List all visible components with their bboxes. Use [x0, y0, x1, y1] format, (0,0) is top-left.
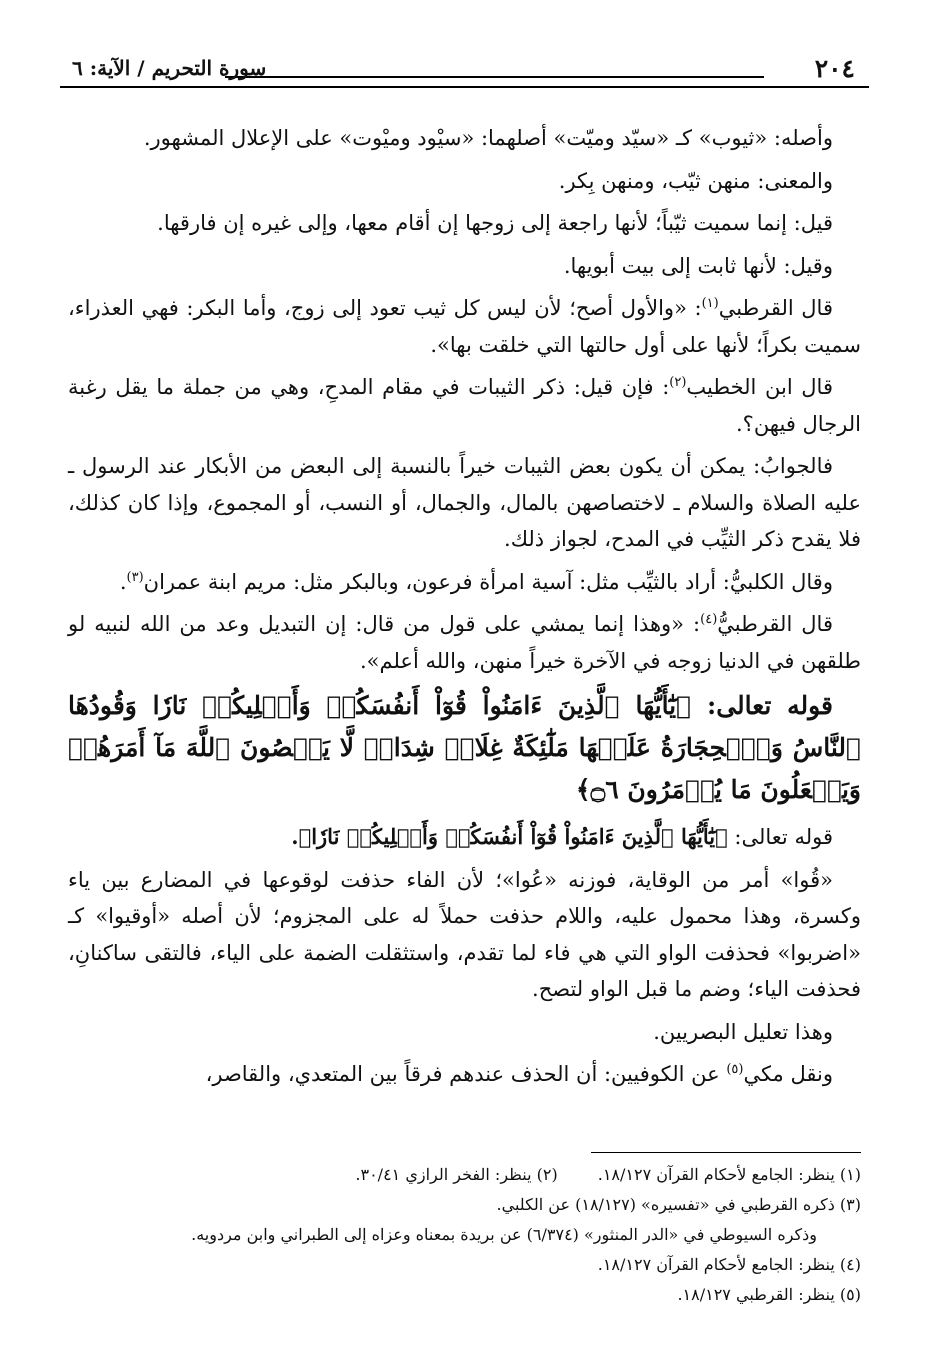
footnote-ref: (٢)	[669, 375, 687, 390]
paragraph	[68, 606, 861, 679]
quran-verse	[68, 685, 861, 811]
paragraph: والمعنى: منهن ثيّب، ومنهن بِكر.	[558, 168, 833, 193]
paragraph: قيل: إنما سميت ثيّباً؛ لأنها راجعة إلى زوجها إن أقام معها، وإلى غيره إن فارقها.	[157, 211, 833, 235]
header-rule	[60, 86, 869, 88]
paragraph-text: : «والأول أصح؛ لأن ليس كل ثيب تعود إلى زوج، وأما البكر: فهي العذراء، سميت بكراً؛ لأنها على أول حالتها التي خلقت بها».	[68, 296, 861, 357]
footnote-ref: (٥)	[726, 1062, 744, 1077]
paragraph	[68, 564, 861, 601]
paragraph	[68, 1056, 861, 1093]
paragraph-text: : «وهذا إنما يمشي على قول من قال: إن التبديل وعد من الله لنبيه لو طلقهن في الدنيا زوجه في الآخرة خيراً منهن، والله أعلم».	[68, 612, 861, 673]
paragraph-text: عن الكوفيين: أن الحذف عندهم فرقاً بين المتعدي، والقاصر،	[205, 1062, 727, 1086]
footnote-ref: (٣)	[126, 569, 144, 585]
footnote: (٢) ينظر: الفخر الرازي ٣٠/٤١.	[355, 1165, 558, 1184]
paragraph: وهذا تعليل البصريين.	[653, 1019, 833, 1044]
page-header	[60, 44, 869, 88]
footnotes	[68, 1162, 861, 1312]
verse-text: ﴿يَٰٓأَيُّهَا ٱلَّذِينَ ءَامَنُواْ قُوٓاْ أَنفُسَكُمۡ وَأَهۡلِيكُمۡ نَارٗا وَقُودُهَا ٱلنَّاسُ وَٱلۡحِجَارَةُ عَلَيۡهَا مَلَٰٓئِكَةٌ غِلَاظٞ شِدَادٞ لَّا يَعۡصُونَ ٱللَّهَ مَآ أَمَرَهُمۡ وَيَفۡعَلُونَ مَا يُؤۡمَرُونَ ۝٦﴾	[68, 691, 861, 804]
paragraph: «قُوا» أمر من الوقاية، فوزنه «عُوا»؛ لأن الفاء حذفت لوقوعها في المضارع بين ياء وكسرة، وهذا محمول عليه، واللام حذفت حملاً له على المجزوم؛ لأن أصله «أوقيوا» كـ «اضربوا» فحذفت الواو التي هي فاء لما تقدم، واستثقلت الضمة على الياء، فالتقى ساكنانِ، فحذفت الياء؛ وضم ما قبل الواو لتصح.	[68, 867, 861, 1001]
footnote-line	[68, 1162, 861, 1188]
footnote-continuation: وذكره السيوطي في «الدر المنثور» (٦/٣٧٤) عن بريدة بمعناه وعزاه إلى الطبراني وابن مردويه.	[191, 1225, 817, 1244]
paragraph	[68, 819, 861, 856]
running-title: سورة التحريم / الآية: ٦	[72, 56, 267, 80]
header-line	[225, 76, 764, 78]
page-number: ٢٠٤	[814, 54, 855, 83]
paragraph-text: .	[119, 569, 127, 594]
paragraph-text: قال القرطبيُّ	[717, 612, 833, 636]
footnote: (٣) ذكره القرطبي في «تفسيره» (١٨/١٢٧) عن الكلبي.	[496, 1195, 861, 1214]
footnote-separator	[591, 1152, 861, 1153]
footnote-ref: (١)	[701, 296, 719, 311]
verse-label: قوله تعالى:	[706, 691, 833, 720]
verse-label: قوله تعالى:	[734, 825, 833, 849]
verse-quote: ﴿يَٰٓأَيُّهَا ٱلَّذِينَ ءَامَنُواْ قُوٓاْ أَنفُسَكُمۡ وَأَهۡلِيكُمۡ نَارٗا﴾.	[291, 824, 728, 849]
footnote: (٥) ينظر: القرطبي ١٨/١٢٧.	[677, 1285, 861, 1304]
paragraph	[68, 369, 861, 442]
paragraph-text: ونقل مكي	[743, 1062, 833, 1086]
footnote: (٤) ينظر: الجامع لأحكام القرآن ١٨/١٢٧.	[597, 1255, 861, 1274]
paragraph-text: قال القرطبي	[718, 296, 833, 320]
paragraph-text: قال ابن الخطيب	[686, 375, 833, 399]
footnote-ref: (٤)	[700, 612, 718, 627]
paragraph: وأصله: «ثيوب» كـ «سيّد وميّت» أصلهما: «سيْود وميْوت» على الإعلال المشهور.	[143, 126, 833, 150]
main-text	[68, 120, 861, 1099]
paragraph	[68, 290, 861, 363]
footnote: (١) ينظر: الجامع لأحكام القرآن ١٨/١٢٧.	[597, 1165, 861, 1184]
paragraph: وقيل: لأنها ثابت إلى بيت أبويها.	[563, 253, 833, 278]
paragraph-text: : فإن قيل: ذكر الثيبات في مقام المدحِ، وهي من جملة ما يقل رغبة الرجال فيهن؟.	[68, 375, 861, 436]
paragraph: فالجوابُ: يمكن أن يكون بعض الثيبات خيراً بالنسبة إلى البعض من الأبكار عند الرسول ـ عليه الصلاة والسلام ـ لاختصاصهن بالمال، والجمال، أو النسب، أو المجموع، وإذا كان كذلك، فلا يقدح ذكر الثيِّب في المدح، لجواز ذلك.	[68, 454, 861, 551]
paragraph-text: وقال الكلبيُّ: أراد بالثيِّب مثل: آسية امرأة فرعون، وبالبكر مثل: مريم ابنة عمران	[143, 569, 833, 594]
